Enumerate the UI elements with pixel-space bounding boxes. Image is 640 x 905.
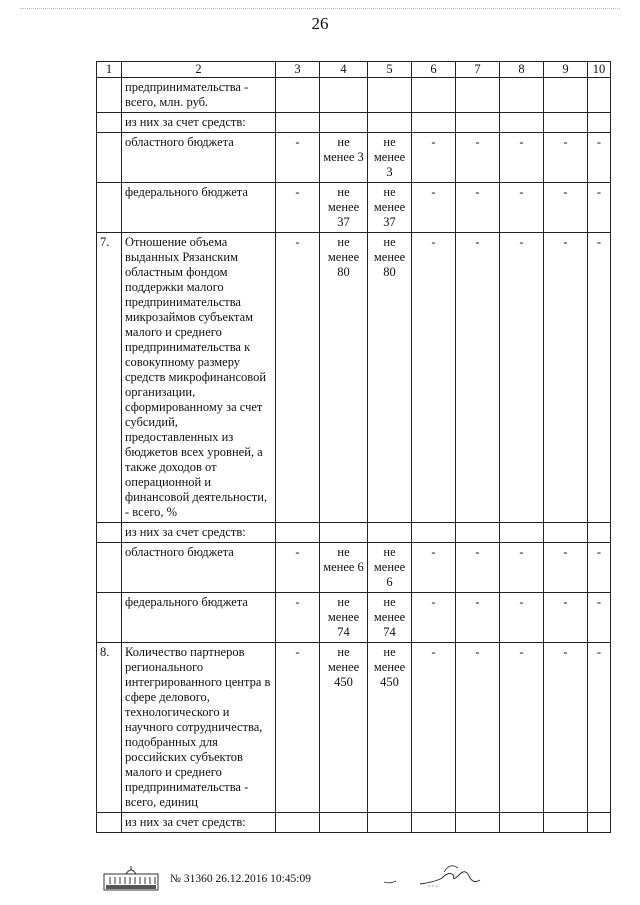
handwritten-signature <box>380 860 500 892</box>
value-cell-c3: - <box>276 643 320 813</box>
empty-cell <box>456 523 500 543</box>
table-subheader-row <box>97 523 611 543</box>
value-cell-c3 <box>276 78 320 113</box>
column-header: 8 <box>500 62 544 78</box>
value-cell-c8: - <box>500 233 544 523</box>
value-cell-c9: - <box>544 643 588 813</box>
empty-cell <box>276 523 320 543</box>
value-cell-c10: - <box>588 593 611 643</box>
value-cell-c4 <box>320 78 368 113</box>
table-row <box>97 133 611 183</box>
value-cell-c10: - <box>588 233 611 523</box>
value-cell-c7 <box>456 78 500 113</box>
value-cell-c5: не менее 3 <box>368 133 412 183</box>
value-cell-c6 <box>412 78 456 113</box>
value-cell-c6: - <box>412 543 456 593</box>
column-header: 5 <box>368 62 412 78</box>
top-scan-rule <box>20 8 620 9</box>
empty-cell <box>368 523 412 543</box>
document-registration-stamp: № 31360 26.12.2016 10:45:09 <box>170 873 311 885</box>
value-cell-c4: не менее 74 <box>320 593 368 643</box>
table-row <box>97 543 611 593</box>
indicator-name-cell: областного бюджета <box>122 543 276 593</box>
value-cell-c7: - <box>456 183 500 233</box>
empty-cell <box>500 113 544 133</box>
value-cell-c10: - <box>588 133 611 183</box>
value-cell-c7: - <box>456 133 500 183</box>
empty-cell <box>412 813 456 833</box>
empty-cell <box>588 113 611 133</box>
value-cell-c5: не менее 37 <box>368 183 412 233</box>
indicator-name-cell: областного бюджета <box>122 133 276 183</box>
empty-cell <box>368 113 412 133</box>
empty-cell <box>544 523 588 543</box>
empty-cell <box>368 813 412 833</box>
value-cell-c9: - <box>544 233 588 523</box>
row-number-cell <box>97 813 122 833</box>
value-cell-c7: - <box>456 593 500 643</box>
table-row <box>97 183 611 233</box>
row-number-cell <box>97 78 122 113</box>
page-number: 26 <box>311 14 329 33</box>
value-cell-c8: - <box>500 593 544 643</box>
value-cell-c5: не менее 74 <box>368 593 412 643</box>
value-cell-c7: - <box>456 543 500 593</box>
indicator-name-cell: федерального бюджета <box>122 183 276 233</box>
value-cell-c3: - <box>276 183 320 233</box>
value-cell-c5: не менее 80 <box>368 233 412 523</box>
value-cell-c10: - <box>588 643 611 813</box>
table-body <box>97 62 611 833</box>
value-cell-c6: - <box>412 133 456 183</box>
indicator-name-cell: из них за счет средств: <box>122 113 276 133</box>
value-cell-c8: - <box>500 183 544 233</box>
value-cell-c10: - <box>588 543 611 593</box>
page-footer <box>0 860 640 900</box>
value-cell-c5 <box>368 78 412 113</box>
empty-cell <box>500 523 544 543</box>
value-cell-c6: - <box>412 183 456 233</box>
empty-cell <box>412 113 456 133</box>
column-header: 3 <box>276 62 320 78</box>
empty-cell <box>456 813 500 833</box>
column-header: 10 <box>588 62 611 78</box>
column-header: 6 <box>412 62 456 78</box>
column-header: 9 <box>544 62 588 78</box>
value-cell-c6: - <box>412 643 456 813</box>
value-cell-c4: не менее 6 <box>320 543 368 593</box>
value-cell-c3: - <box>276 233 320 523</box>
column-header: 2 <box>122 62 276 78</box>
table-row <box>97 78 611 113</box>
value-cell-c10: - <box>588 183 611 233</box>
row-number-cell <box>97 133 122 183</box>
empty-cell <box>276 813 320 833</box>
column-header: 1 <box>97 62 122 78</box>
empty-cell <box>456 113 500 133</box>
value-cell-c4: не менее 3 <box>320 133 368 183</box>
value-cell-c9: - <box>544 593 588 643</box>
value-cell-c7: - <box>456 643 500 813</box>
table-header-row <box>97 62 611 78</box>
empty-cell <box>412 523 456 543</box>
indicator-name-cell: Отношение объема выданных Рязанским областным фондом поддержки малого предпринимательства микрозаймов субъектам малого и среднего предпринимательства к совокупному размеру средств микрофинансовой организации, сформированному за счет субсидий, предоставленных из бюджетов всех уровней, а также доходов от операционной и финансовой деятельности, - всего, % <box>122 233 276 523</box>
indicator-name-cell: Количество партнеров регионального интегрированного центра в сфере делового, технологического и научного сотрудничества, подобранных для российских субъектов малого и среднего предпринимательства - всего, единиц <box>122 643 276 813</box>
empty-cell <box>500 813 544 833</box>
value-cell-c4: не менее 80 <box>320 233 368 523</box>
value-cell-c3: - <box>276 133 320 183</box>
indicator-name-cell: из них за счет средств: <box>122 523 276 543</box>
empty-cell <box>588 523 611 543</box>
empty-cell <box>276 113 320 133</box>
value-cell-c9 <box>544 78 588 113</box>
indicators-table <box>96 61 611 833</box>
value-cell-c7: - <box>456 233 500 523</box>
empty-cell <box>320 523 368 543</box>
value-cell-c3: - <box>276 543 320 593</box>
value-cell-c5: не менее 6 <box>368 543 412 593</box>
row-number-cell: 8. <box>97 643 122 813</box>
value-cell-c9: - <box>544 133 588 183</box>
value-cell-c8: - <box>500 643 544 813</box>
table-row <box>97 233 611 523</box>
empty-cell <box>544 113 588 133</box>
empty-cell <box>544 813 588 833</box>
row-number-cell <box>97 113 122 133</box>
table-subheader-row <box>97 113 611 133</box>
indicator-name-cell: предпринимательства - всего, млн. руб. <box>122 78 276 113</box>
value-cell-c9: - <box>544 543 588 593</box>
value-cell-c4: не менее 450 <box>320 643 368 813</box>
indicator-name-cell: из них за счет средств: <box>122 813 276 833</box>
empty-cell <box>320 813 368 833</box>
value-cell-c8: - <box>500 133 544 183</box>
value-cell-c3: - <box>276 593 320 643</box>
row-number-cell <box>97 523 122 543</box>
table-subheader-row <box>97 813 611 833</box>
column-header: 7 <box>456 62 500 78</box>
value-cell-c10 <box>588 78 611 113</box>
empty-cell <box>320 113 368 133</box>
row-number-cell <box>97 183 122 233</box>
empty-cell <box>588 813 611 833</box>
value-cell-c8: - <box>500 543 544 593</box>
government-seal-logo <box>102 866 160 892</box>
table-row <box>97 593 611 643</box>
row-number-cell <box>97 593 122 643</box>
value-cell-c6: - <box>412 233 456 523</box>
value-cell-c8 <box>500 78 544 113</box>
column-header: 4 <box>320 62 368 78</box>
value-cell-c4: не менее 37 <box>320 183 368 233</box>
value-cell-c6: - <box>412 593 456 643</box>
row-number-cell <box>97 543 122 593</box>
row-number-cell: 7. <box>97 233 122 523</box>
value-cell-c9: - <box>544 183 588 233</box>
table-row <box>97 643 611 813</box>
value-cell-c5: не менее 450 <box>368 643 412 813</box>
indicator-name-cell: федерального бюджета <box>122 593 276 643</box>
